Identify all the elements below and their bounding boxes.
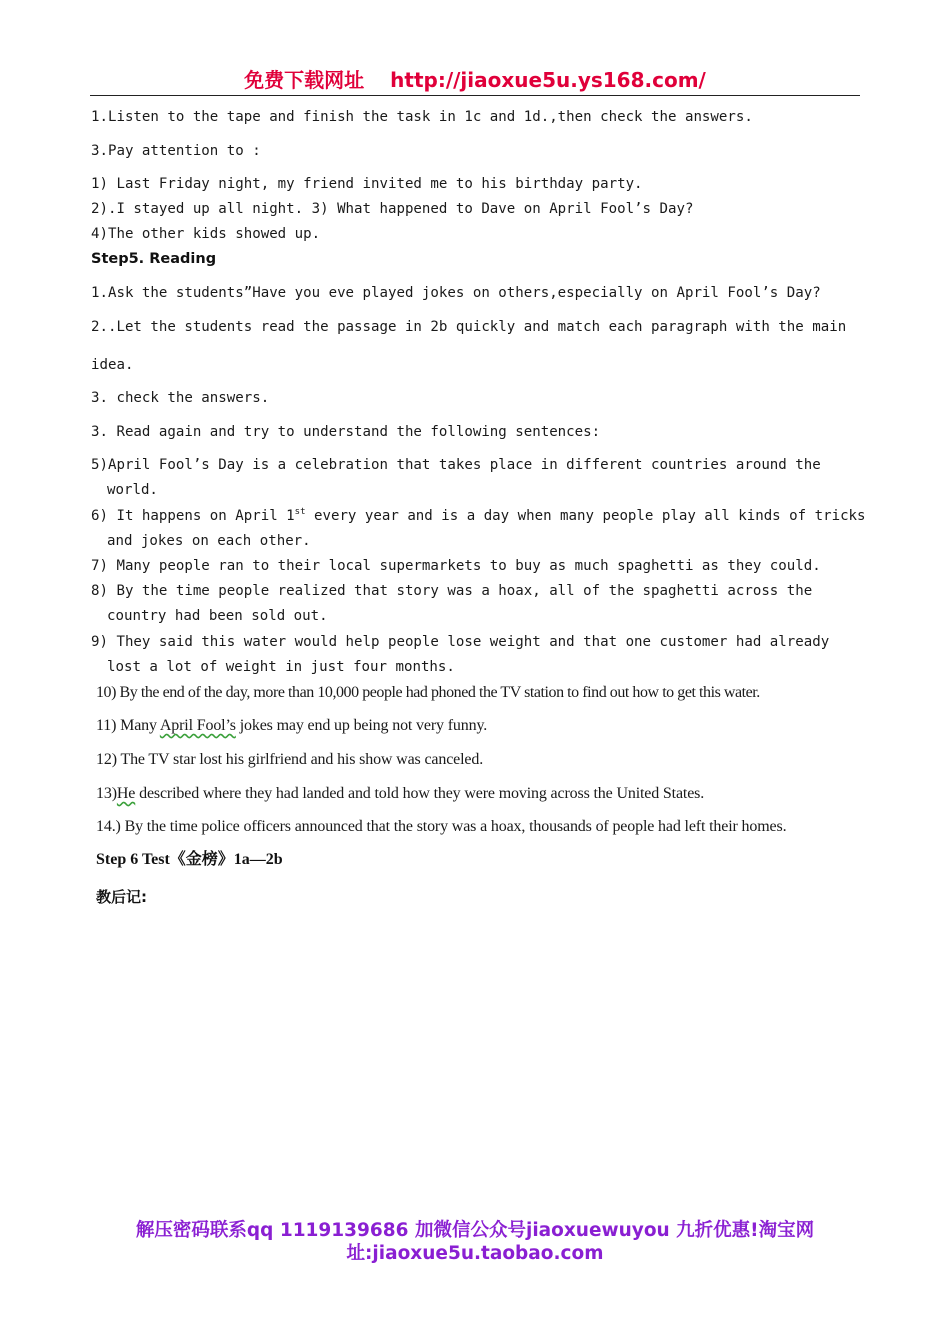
header-label: 免费下载网址: [244, 68, 365, 92]
reading-item-1: 1.Ask the students”Have you eve played jokes on others,especially on April Fool’s Day?: [91, 285, 821, 301]
step6-heading: Step 6 Test《金榜》1a—2b: [96, 851, 283, 868]
reading-item-3: 3. check the answers.: [91, 390, 270, 406]
step-line-listen: 1.Listen to the tape and finish the task in 1c and 1d.,then check the answers.: [91, 109, 753, 125]
sentence-6: 6) It happens on April 1st every year and is a day when many people play all kinds of tricks: [91, 507, 866, 524]
sentence-6-cont: and jokes on each other.: [107, 533, 311, 549]
sentence-5: 5)April Fool’s Day is a celebration that takes place in different countries around the: [91, 457, 821, 473]
sentence-9-cont: lost a lot of weight in just four months.: [107, 659, 455, 675]
afterword-label: 教后记:: [96, 888, 147, 906]
sentence-14: 14.) By the time police officers announced that the story was a hoax, thousands of people had left their homes.: [96, 818, 787, 835]
sentence-11: 11) Many April Fool’s jokes may end up being not very funny.: [96, 717, 488, 734]
sentence-10: 10) By the end of the day, more than 10,000 people had phoned the TV station to find out how to get this water.: [96, 684, 760, 701]
page-footer: [90, 1219, 860, 1265]
sentence-9: 9) They said this water would help people lose weight and that one customer had already: [91, 634, 830, 650]
reading-item-2: 2..Let the students read the passage in 2b quickly and match each paragraph with the main: [91, 319, 847, 335]
attention-item-4: 4)The other kids showed up.: [91, 226, 321, 242]
reading-item-3b: 3. Read again and try to understand the following sentences:: [91, 424, 601, 440]
sentence-8: 8) By the time people realized that story was a hoax, all of the spaghetti across the: [91, 583, 813, 599]
sentence-13: 13)He described where they had landed and told how they were moving across the United States.: [96, 785, 705, 802]
sentence-7: 7) Many people ran to their local supermarkets to buy as much spaghetti as they could.: [91, 558, 821, 574]
step5-heading: Step5. Reading: [91, 251, 217, 267]
step-line-attention: 3.Pay attention to :: [91, 143, 261, 159]
page-header: [90, 66, 860, 94]
header-divider: [90, 95, 860, 96]
reading-item-2-cont: idea.: [91, 357, 134, 373]
footer-line-1: 解压密码联系qq 1119139686 加微信公众号jiaoxuewuyou 九折优惠!淘宝网: [135, 1220, 815, 1241]
sentence-8-cont: country had been sold out.: [107, 608, 328, 624]
ordinal-suffix: st: [294, 507, 306, 517]
sentence-12: 12) The TV star lost his girlfriend and his show was canceled.: [96, 751, 484, 768]
sentence-5-cont: world.: [107, 482, 158, 498]
attention-item-2: 2).I stayed up all night. 3) What happened to Dave on April Fool’s Day?: [91, 201, 694, 217]
header-url-link[interactable]: http://jiaoxue5u.ys168.com/: [390, 68, 706, 92]
attention-item-1: 1) Last Friday night, my friend invited me to his birthday party.: [91, 176, 643, 192]
footer-line-2: 址:jiaoxue5u.taobao.com: [346, 1243, 604, 1264]
